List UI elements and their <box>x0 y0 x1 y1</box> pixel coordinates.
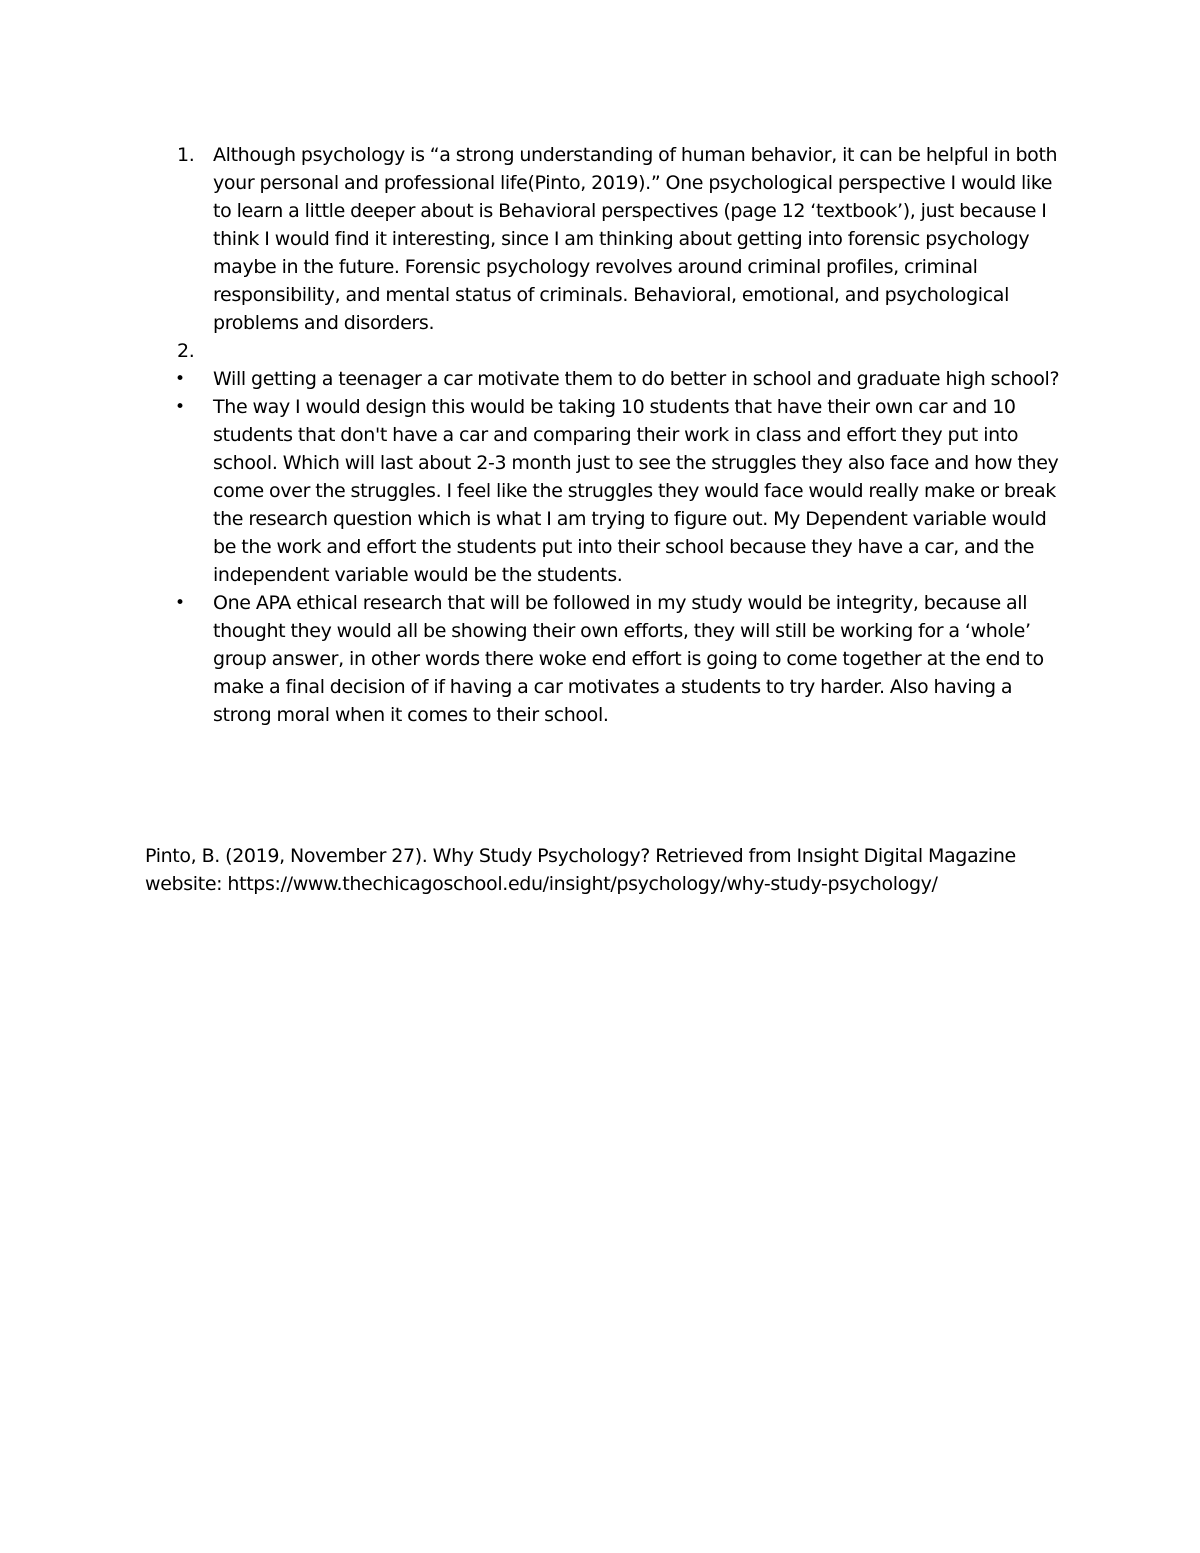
numbered-item-text: Although psychology is “a strong understanding of human behavior, it can be helpful in both your personal and professional life(Pinto, 2019).” One psychological perspective I would like to learn a little deeper about is Behavioral perspectives (page 12 ‘textbook’), just because I think I would find it interesting, since I am thinking about getting into forensic psychology maybe in the future. Forensic psychology revolves around criminal profiles, criminal responsibility, and mental status of criminals. Behavioral, emotional, and psychological problems and disorders. <box>213 144 1058 334</box>
list-number: 1. <box>177 144 195 166</box>
list-number: 2. <box>177 340 195 362</box>
bullet-item-text: One APA ethical research that will be followed in my study would be integrity, because all thought they would all be showing their own efforts, they will still be working for a ‘whole’ group answer, in other words there woke end effort is going to come together at the end to make a final decision of if having a car motivates a students to try harder. Also having a strong moral when it comes to their school. <box>213 592 1044 726</box>
bullet-icon: • <box>175 593 185 613</box>
bullet-item-ethics <box>0 589 1063 729</box>
bullet-item-text: The way I would design this would be taking 10 students that have their own car and 10 students that don't have a car and comparing their work in class and effort they put into school. Which will last about 2-3 month just to see the struggles they also face and how they come over the struggles. I feel like the struggles they would face would really make or break the research question which is what I am trying to figure out. My Dependent variable would be the work and effort the students put into their school because they have a car, and the independent variable would be the students. <box>213 396 1059 586</box>
document-body <box>0 141 1200 729</box>
bullet-icon: • <box>175 397 185 417</box>
reference-citation: Pinto, B. (2019, November 27). Why Study Psychology? Retrieved from Insight Digital Magazine website: https://www.thechicagoschool.edu/insight/psychology/why-study-psychology/ <box>145 845 1016 895</box>
bullet-item-text: Will getting a teenager a car motivate them to do better in school and graduate high school? <box>213 368 1060 390</box>
bullet-icon: • <box>175 369 185 389</box>
bullet-item-study-design <box>0 393 1063 589</box>
numbered-item-1 <box>0 141 1063 337</box>
bullet-item-research-question <box>0 365 1063 393</box>
numbered-item-2 <box>0 337 1063 365</box>
